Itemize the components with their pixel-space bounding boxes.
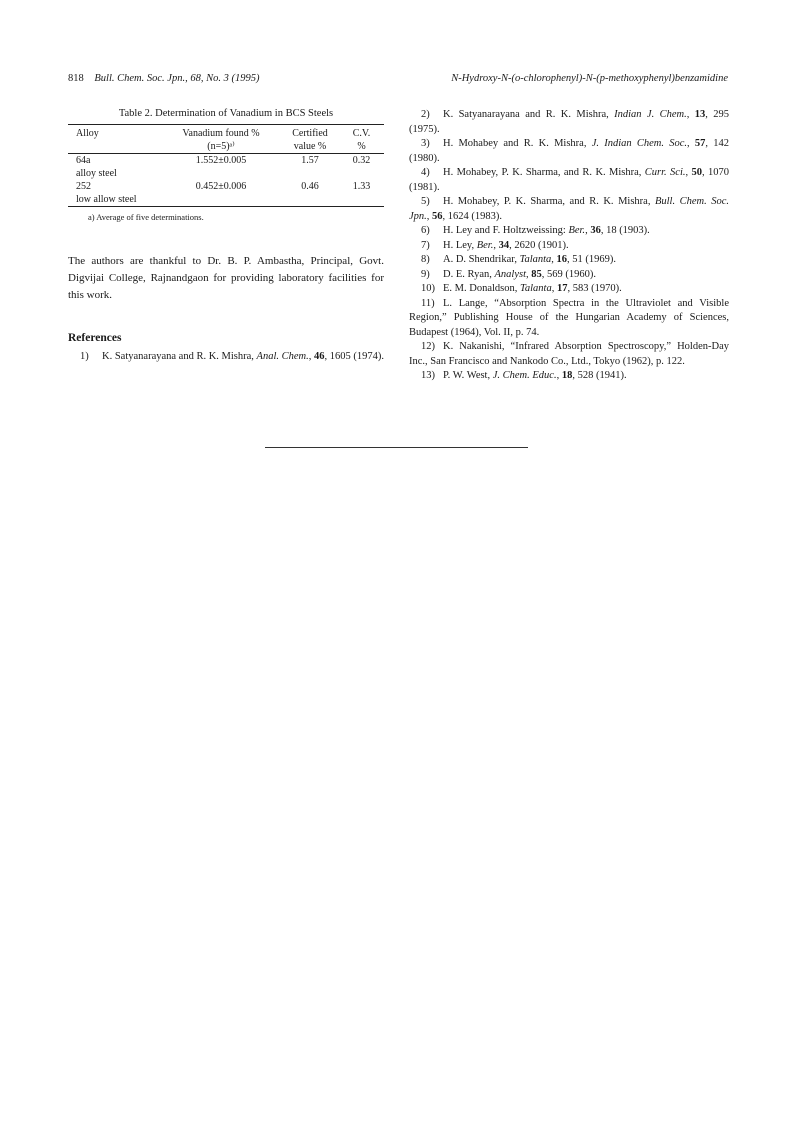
reference-journal: Talanta [520,283,552,294]
table-header-row [68,125,384,153]
reference-pages-year: , 18 (1903). [600,225,650,236]
running-title: N-Hydroxy-N-(o-chlorophenyl)-N-(p-methoxyphenyl)benzamidine [451,73,728,84]
reference-item [409,195,729,224]
reference-authors: E. M. Donaldson, [443,283,520,294]
reference-journal: Curr. Sci. [644,167,686,178]
reference-number: 3) [421,138,430,149]
reference-item [68,350,384,365]
reference-authors: K. Satyanarayana and R. K. Mishra, [443,109,615,120]
reference-pages-year: , 142 (1980). [409,138,730,164]
reference-number: 1) [80,351,89,362]
reference-volume: 13 [694,109,706,120]
cell-alloy [68,154,161,180]
reference-separator: , [551,283,557,294]
reference-journal: Talanta [519,254,552,265]
reference-authors: A. D. Shendrikar, [443,254,520,265]
right-column [409,108,729,384]
reference-item [409,340,729,369]
left-column [68,108,384,365]
reference-authors: H. Mohabey and R. K. Mishra, [443,138,592,149]
reference-number: 2) [421,109,430,120]
header-vanadium-found [161,125,281,153]
header-certified-line1: Certified [292,128,328,139]
reference-pages-year: , 51 (1969). [567,254,617,265]
reference-text: K. Nakanishi, “Infrared Absorption Spectroscopy,” Holden-Day Inc., San Francisco and Nankodo Co., Ltd., Tokyo (1962), p. 122. [409,341,729,367]
reference-pages-year: , 1605 (1974). [324,351,384,362]
header-vanadium-found-line2: (n=5)ᵃ⁾ [207,141,235,152]
running-header [68,73,728,89]
reference-volume: 85 [531,268,542,280]
cell-vanadium-found: 0.452±0.006 [195,181,247,192]
header-vanadium-found-line1: Vanadium found % [182,128,260,139]
reference-pages-year: , 569 (1960). [541,268,596,280]
reference-item [409,137,729,166]
reference-text: L. Lange, “Absorption Spectra in the Ultraviolet and Visible Region,” Publishing House of the Hungarian Academy of Sciences, Budapest (1964), Vol. II, p. 74. [409,297,729,338]
alloy-id: 252 [76,181,91,192]
reference-item [409,166,729,195]
header-certified [281,125,339,153]
reference-item [409,108,729,137]
table-row [68,154,384,180]
reference-number: 10) [421,283,435,294]
header-left [68,73,259,84]
table-footnote: a) Average of five determinations. [88,212,204,222]
reference-volume: 46 [314,351,325,362]
reference-pages-year: , 528 (1941). [572,370,627,381]
reference-authors: H. Mohabey, P. K. Sharma, and R. K. Mishra, [443,196,655,207]
header-alloy: Alloy [76,128,99,139]
journal-citation: Bull. Chem. Soc. Jpn., 68, No. 3 (1995) [94,73,260,84]
reference-authors: P. W. West, [443,370,493,381]
reference-volume: 36 [590,225,601,236]
reference-item [409,239,729,254]
vanadium-table [68,125,384,153]
cell-certified: 0.46 [301,181,319,192]
reference-journal: Analyst [494,268,526,280]
table-bottom-rule [68,206,384,207]
reference-number: 12) [421,341,435,352]
reference-separator: , [308,351,314,362]
reference-separator: , [493,239,499,251]
reference-journal: Indian J. Chem. [614,109,687,120]
reference-pages-year: , 1624 (1983). [442,210,503,222]
reference-number: 11) [421,297,435,309]
reference-journal: J. Indian Chem. Soc. [591,138,688,149]
reference-pages-year: , 295 (1975). [409,109,730,135]
reference-separator: , [686,109,695,120]
header-cv [339,125,384,153]
reference-volume: 17 [556,283,568,294]
cell-cv: 1.33 [352,181,371,192]
reference-item [409,224,729,239]
reference-number: 4) [421,167,430,178]
reference-authors: H. Ley and F. Holtzweissing: [443,225,569,236]
reference-number: 7) [421,239,430,251]
cell-cv: 0.32 [352,155,371,166]
alloy-id: 64a [76,155,91,166]
reference-authors: K. Satyanarayana and R. K. Mishra, [102,351,257,362]
reference-journal: J. Chem. Educ. [492,370,557,381]
reference-item [409,282,729,297]
reference-volume: 56 [432,210,443,222]
references-heading: References [68,332,122,344]
cell-vanadium-found: 1.552±0.005 [195,155,247,166]
reference-item [409,268,729,283]
cell-certified: 1.57 [301,155,319,166]
vanadium-table-body [68,154,384,206]
reference-authors: H. Mohabey, P. K. Sharma, and R. K. Mishra, [443,167,645,178]
cell-alloy [68,180,161,206]
page-number: 818 [68,73,84,84]
reference-journal: Ber. [568,225,586,236]
acknowledgement: The authors are thankful to Dr. B. P. Ambastha, Principal, Govt. Digvijai College, Rajnandgaon for providing laboratory facilities for this work. [68,255,384,301]
reference-volume: 18 [561,370,573,381]
header-cv-line1: C.V. [352,128,371,139]
reference-number: 8) [421,254,430,265]
reference-separator: , [685,167,692,178]
reference-authors: D. E. Ryan, [443,268,495,280]
alloy-type: alloy steel [76,168,117,179]
reference-volume: 50 [691,167,703,178]
table-title: Table 2. Determination of Vanadium in BCS Steels [118,108,334,119]
reference-pages-year: , 583 (1970). [567,283,622,294]
reference-separator: , [687,138,695,149]
reference-number: 13) [421,370,435,381]
table-row [68,180,384,206]
reference-separator: , [426,210,433,222]
reference-item [409,369,729,384]
header-cv-line2: % [357,141,366,152]
reference-separator: , [551,254,557,265]
reference-separator: , [526,268,532,280]
reference-separator: , [585,225,591,236]
reference-volume: 34 [498,239,510,251]
reference-separator: , [556,370,562,381]
reference-volume: 57 [694,138,706,149]
reference-journal: Ber. [476,239,494,251]
reference-volume: 16 [556,254,568,265]
reference-number: 6) [421,225,430,236]
reference-journal: Anal. Chem. [256,351,309,362]
reference-item [409,297,729,341]
reference-pages-year: , 2620 (1901). [509,239,569,251]
header-certified-line2: value % [293,141,327,152]
reference-authors: H. Ley, [443,239,477,251]
alloy-type: low allow steel [76,194,137,205]
reference-pages-year: , 1070 (1981). [409,167,730,193]
reference-number: 9) [421,268,430,280]
end-of-article-rule [265,447,528,448]
reference-journal: Bull. Chem. Soc. Jpn. [409,196,729,222]
reference-number: 5) [421,196,430,207]
reference-item [409,253,729,268]
